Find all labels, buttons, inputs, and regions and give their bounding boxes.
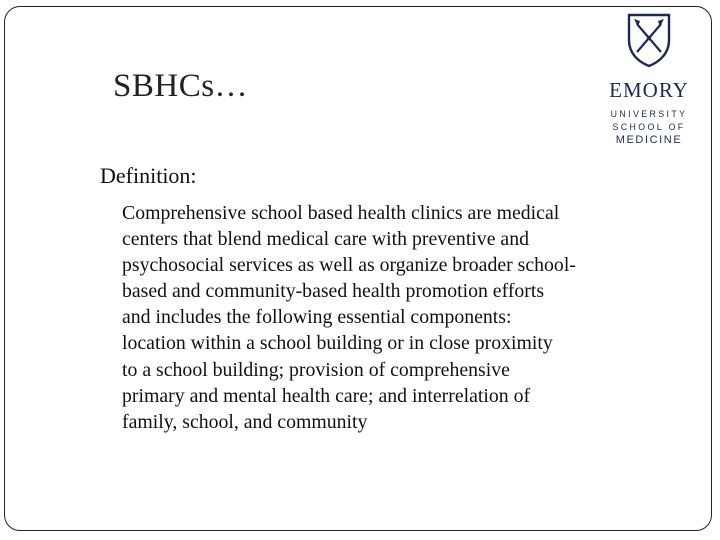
body-line: location within a school building or in close proximity (122, 332, 553, 355)
body-line: primary and mental health care; and interrelation of (122, 384, 531, 407)
body-line: psychosocial services as well as organize broader school- (122, 254, 576, 277)
definition-heading: Definition: (100, 163, 197, 188)
body-line: Comprehensive school based health clinics are medical (122, 202, 560, 224)
body-line: and includes the following essential components: (122, 306, 512, 329)
slide-title: SBHCs… (113, 68, 249, 104)
logo-school-of: SCHOOL OF (612, 122, 686, 132)
definition-body (122, 200, 702, 435)
body-line: centers that blend medical care with preventive and (122, 228, 529, 251)
logo-medicine: MEDICINE (615, 134, 683, 146)
emory-shield-torch-icon (625, 12, 673, 68)
emory-logo (606, 12, 692, 146)
body-line: family, school, and community (122, 410, 368, 433)
body-line: to a school building; provision of comprehensive (122, 358, 510, 381)
logo-name: EMORY (609, 78, 689, 102)
body-line: based and community-based health promotion efforts (122, 280, 545, 303)
logo-university: UNIVERSITY (610, 109, 688, 119)
